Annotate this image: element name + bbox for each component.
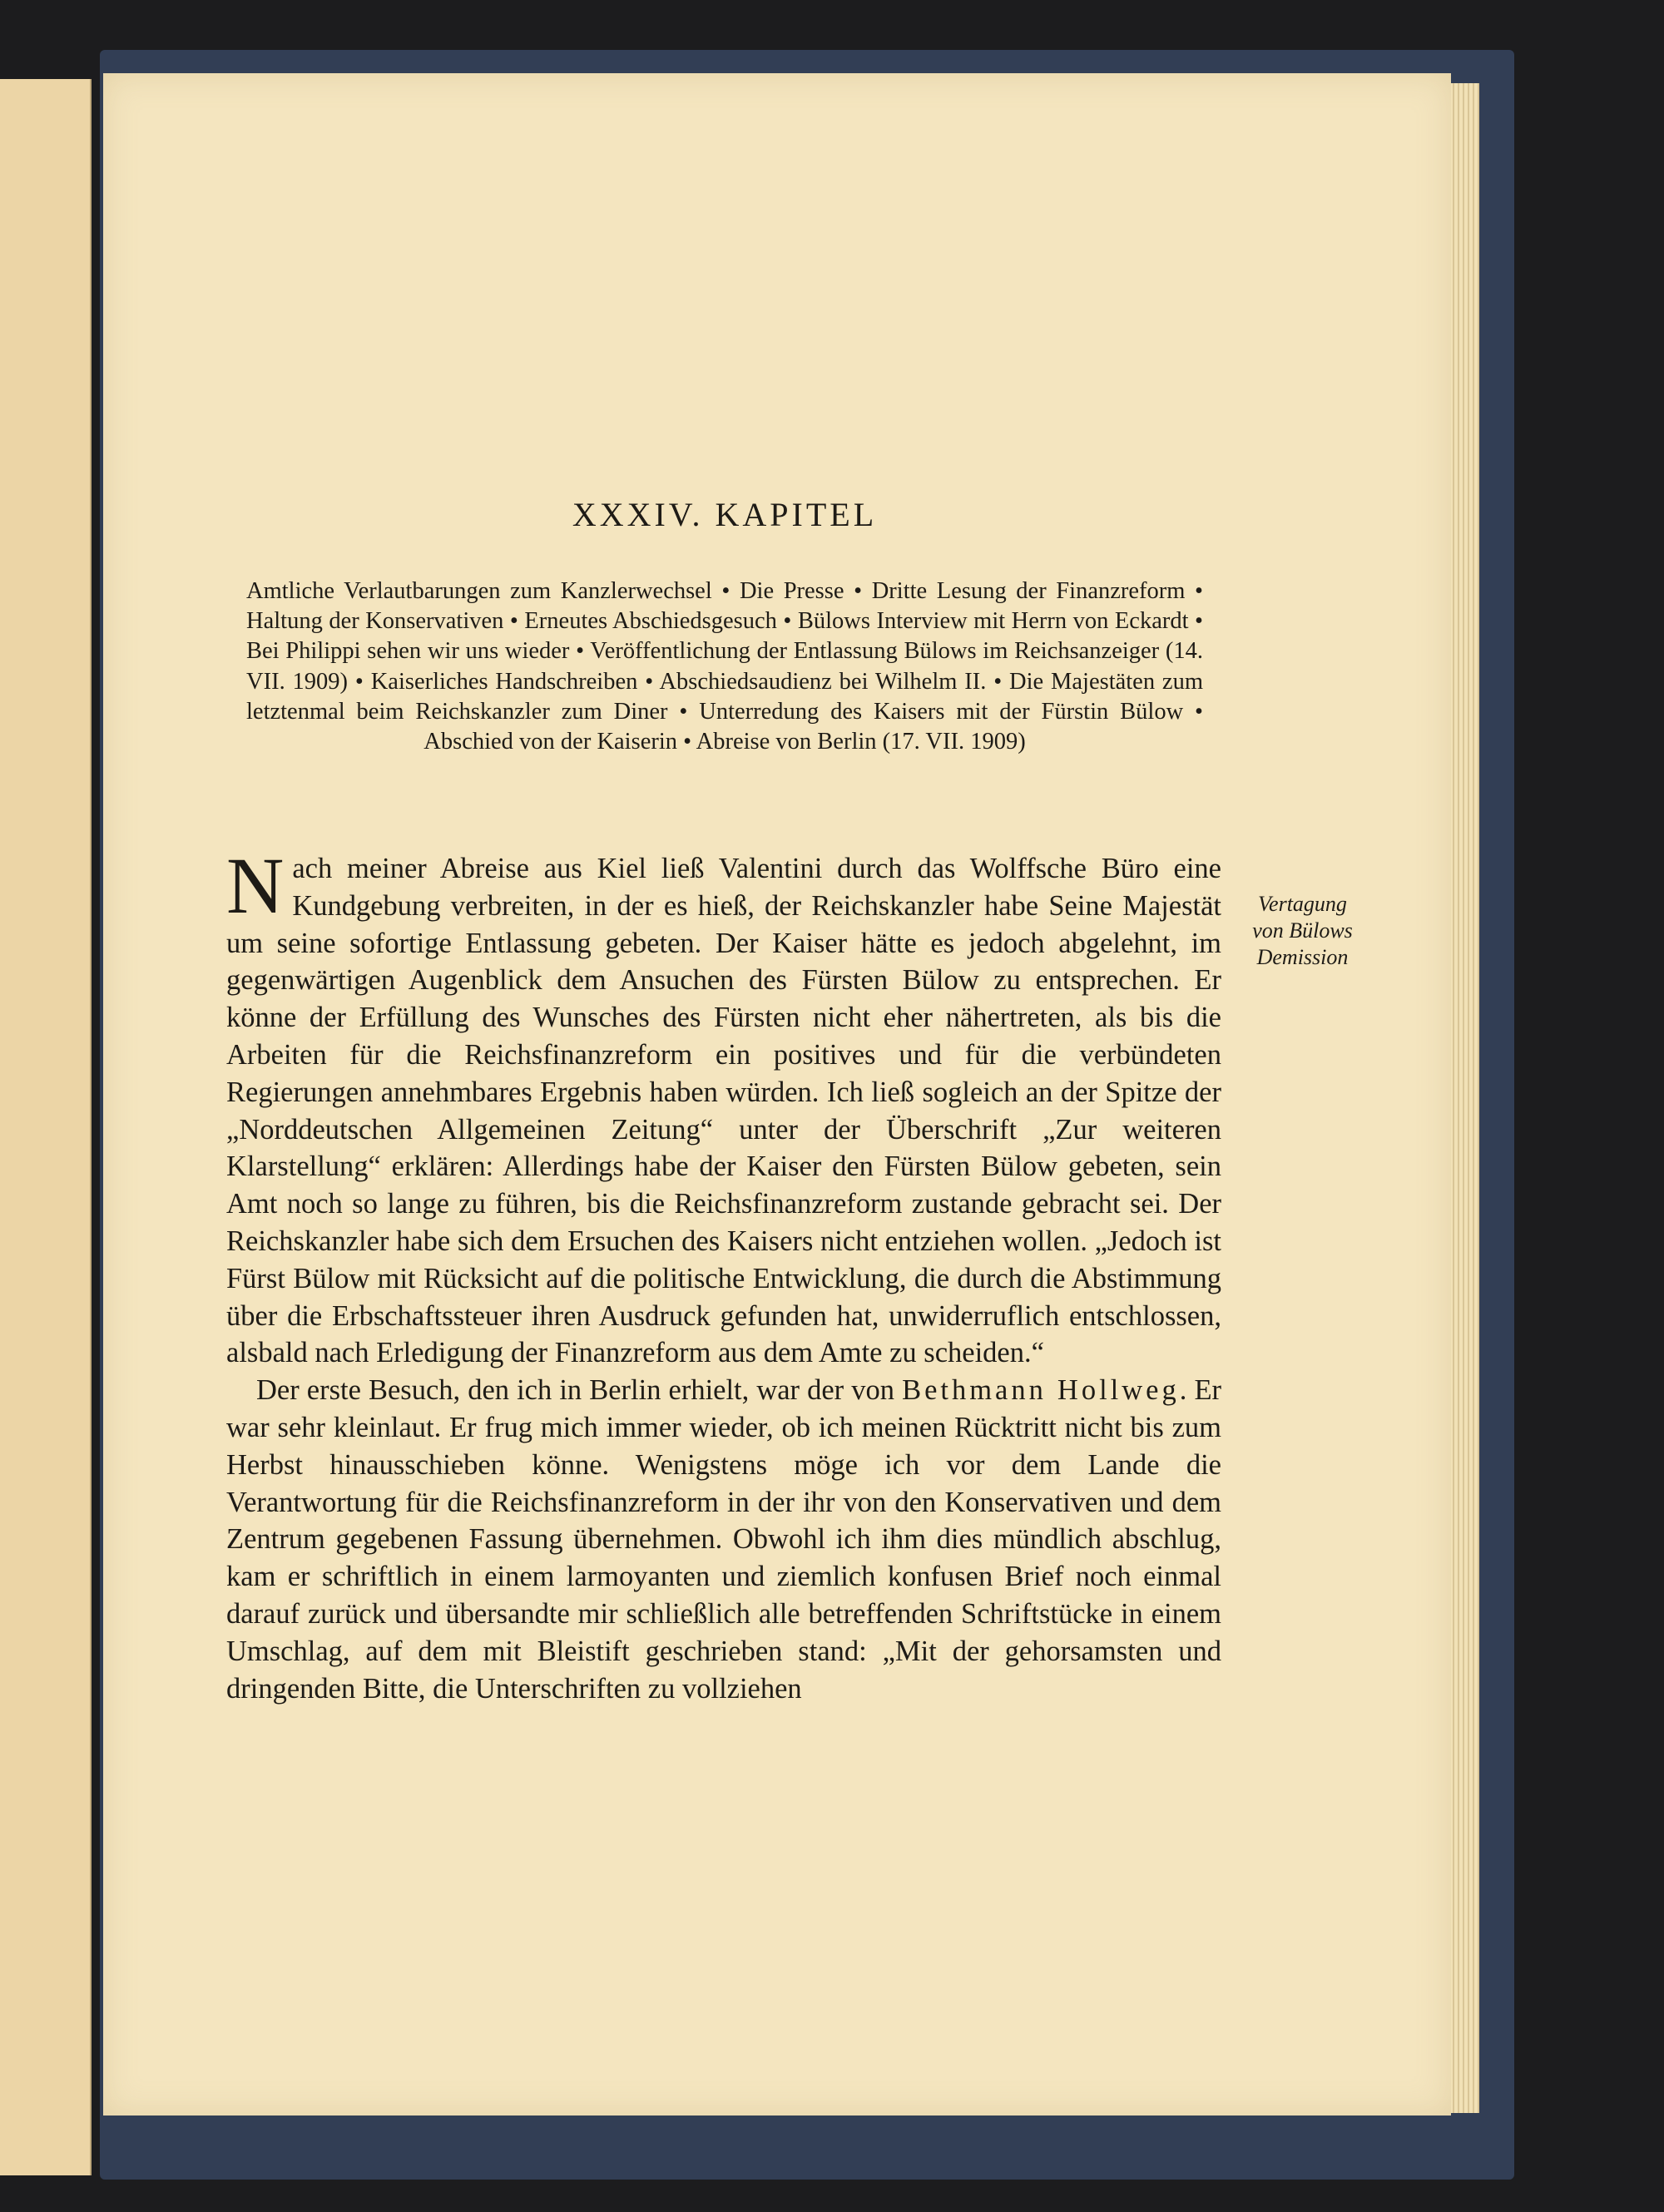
paragraph-text: ach meiner Abreise aus Kiel ließ Valentini durch das Wolffsche Büro eine Kundgebung verbreiten, in der es hieß, der Reichskanzler habe Seine Majestät um seine sofortige Entlassung gebeten. Der Kaiser hätte es jedoch abgelehnt, im gegenwärtigen Augenblick dem Ansuchen des Fürsten Bülow zu entsprechen. Er könne der Erfüllung des Wunsches des Fürsten nicht eher nähertreten, als bis die Arbeiten für die Reichsfinanzreform ein positives und für die verbündeten Regierungen annehmbares Ergebnis haben würden. Ich ließ sogleich an der Spitze der „Norddeutschen Allgemeinen Zeitung“ unter der Überschrift „Zur weiteren Klarstellung“ erklären: Allerdings habe der Kaiser den Fürsten Bülow gebeten, sein Amt noch so lange zu führen, bis die Reichsfinanzreform zustande gebracht sei. Der Reichskanzler habe sich dem Ersuchen des Kaisers nicht entziehen wollen. „Jedoch ist Fürst Bülow mit Rücksicht auf die politische Entwicklung, die durch die Abstimmung über die Erbschaftssteuer ihren Ausdruck gefunden hat, unwiderruflich entschlossen, alsbald nach Erledigung der Finanzreform aus dem Amte zu scheiden.“ xyxy=(226,853,1221,1369)
chapter-heading: XXXIV. KAPITEL xyxy=(572,496,878,533)
spaced-name: Bethmann Hollweg xyxy=(902,1374,1180,1407)
chapter-summary: Amtliche Verlautbarungen zum Kanzlerwechsel • Die Presse • Dritte Lesung der Finanzreform • Haltung der Konservativen • Erneutes Abschiedsgesuch • Bülows Interview mit Herrn von Eckardt • Bei Philippi sehen wir uns wieder • Veröffentlichung der Entlassung Bülows im Reichsanzeiger (14. VII. 1909) • Kaiserliches Handschreiben • Abschiedsaudienz bei Wilhelm II. • Die Majestäten zum letztenmal beim Reichskanzler zum Diner • Unterredung des Kaisers mit der Fürstin Bülow • Abschied von der Kaiserin • Abreise von Berlin (17. VII. 1909) xyxy=(246,578,1203,755)
paragraph-text: . Er war sehr kleinlaut. Er frug mich immer wieder, ob ich meinen Rücktritt nicht bis zum Herbst hinausschieben könne. Wenigstens möge ich vor dem Lande die Verantwortung für die Reichsfinanzreform in der ihr von den Konservativen und dem Zentrum gegebenen Fassung übernehmen. Obwohl ich ihm dies mündlich abschlug, kam er schriftlich in einem larmoyanten und ziemlich konfusen Brief noch einmal darauf zurück und übersandte mir schließlich alle betreffenden Schriftstücke in einem Umschlag, auf dem mit Bleistift geschrieben stand: „Mit der gehorsamsten und dringenden Bitte, die Unterschriften zu vollziehen xyxy=(226,1374,1222,1705)
marginal-note-line: Vertagung xyxy=(1258,892,1347,916)
facing-page-edge xyxy=(0,79,92,2175)
paragraph xyxy=(226,1372,1221,1707)
paragraph xyxy=(226,841,1221,1372)
drop-cap-initial: N xyxy=(226,841,285,930)
marginal-note-line: von Bülows xyxy=(1252,918,1353,943)
marginal-note-line: Demission xyxy=(1256,945,1349,969)
marginal-note xyxy=(1230,891,1375,971)
body-text xyxy=(226,841,1222,1707)
paragraph-text: Der erste Besuch, den ich in Berlin erhielt, war der von xyxy=(256,1374,894,1407)
